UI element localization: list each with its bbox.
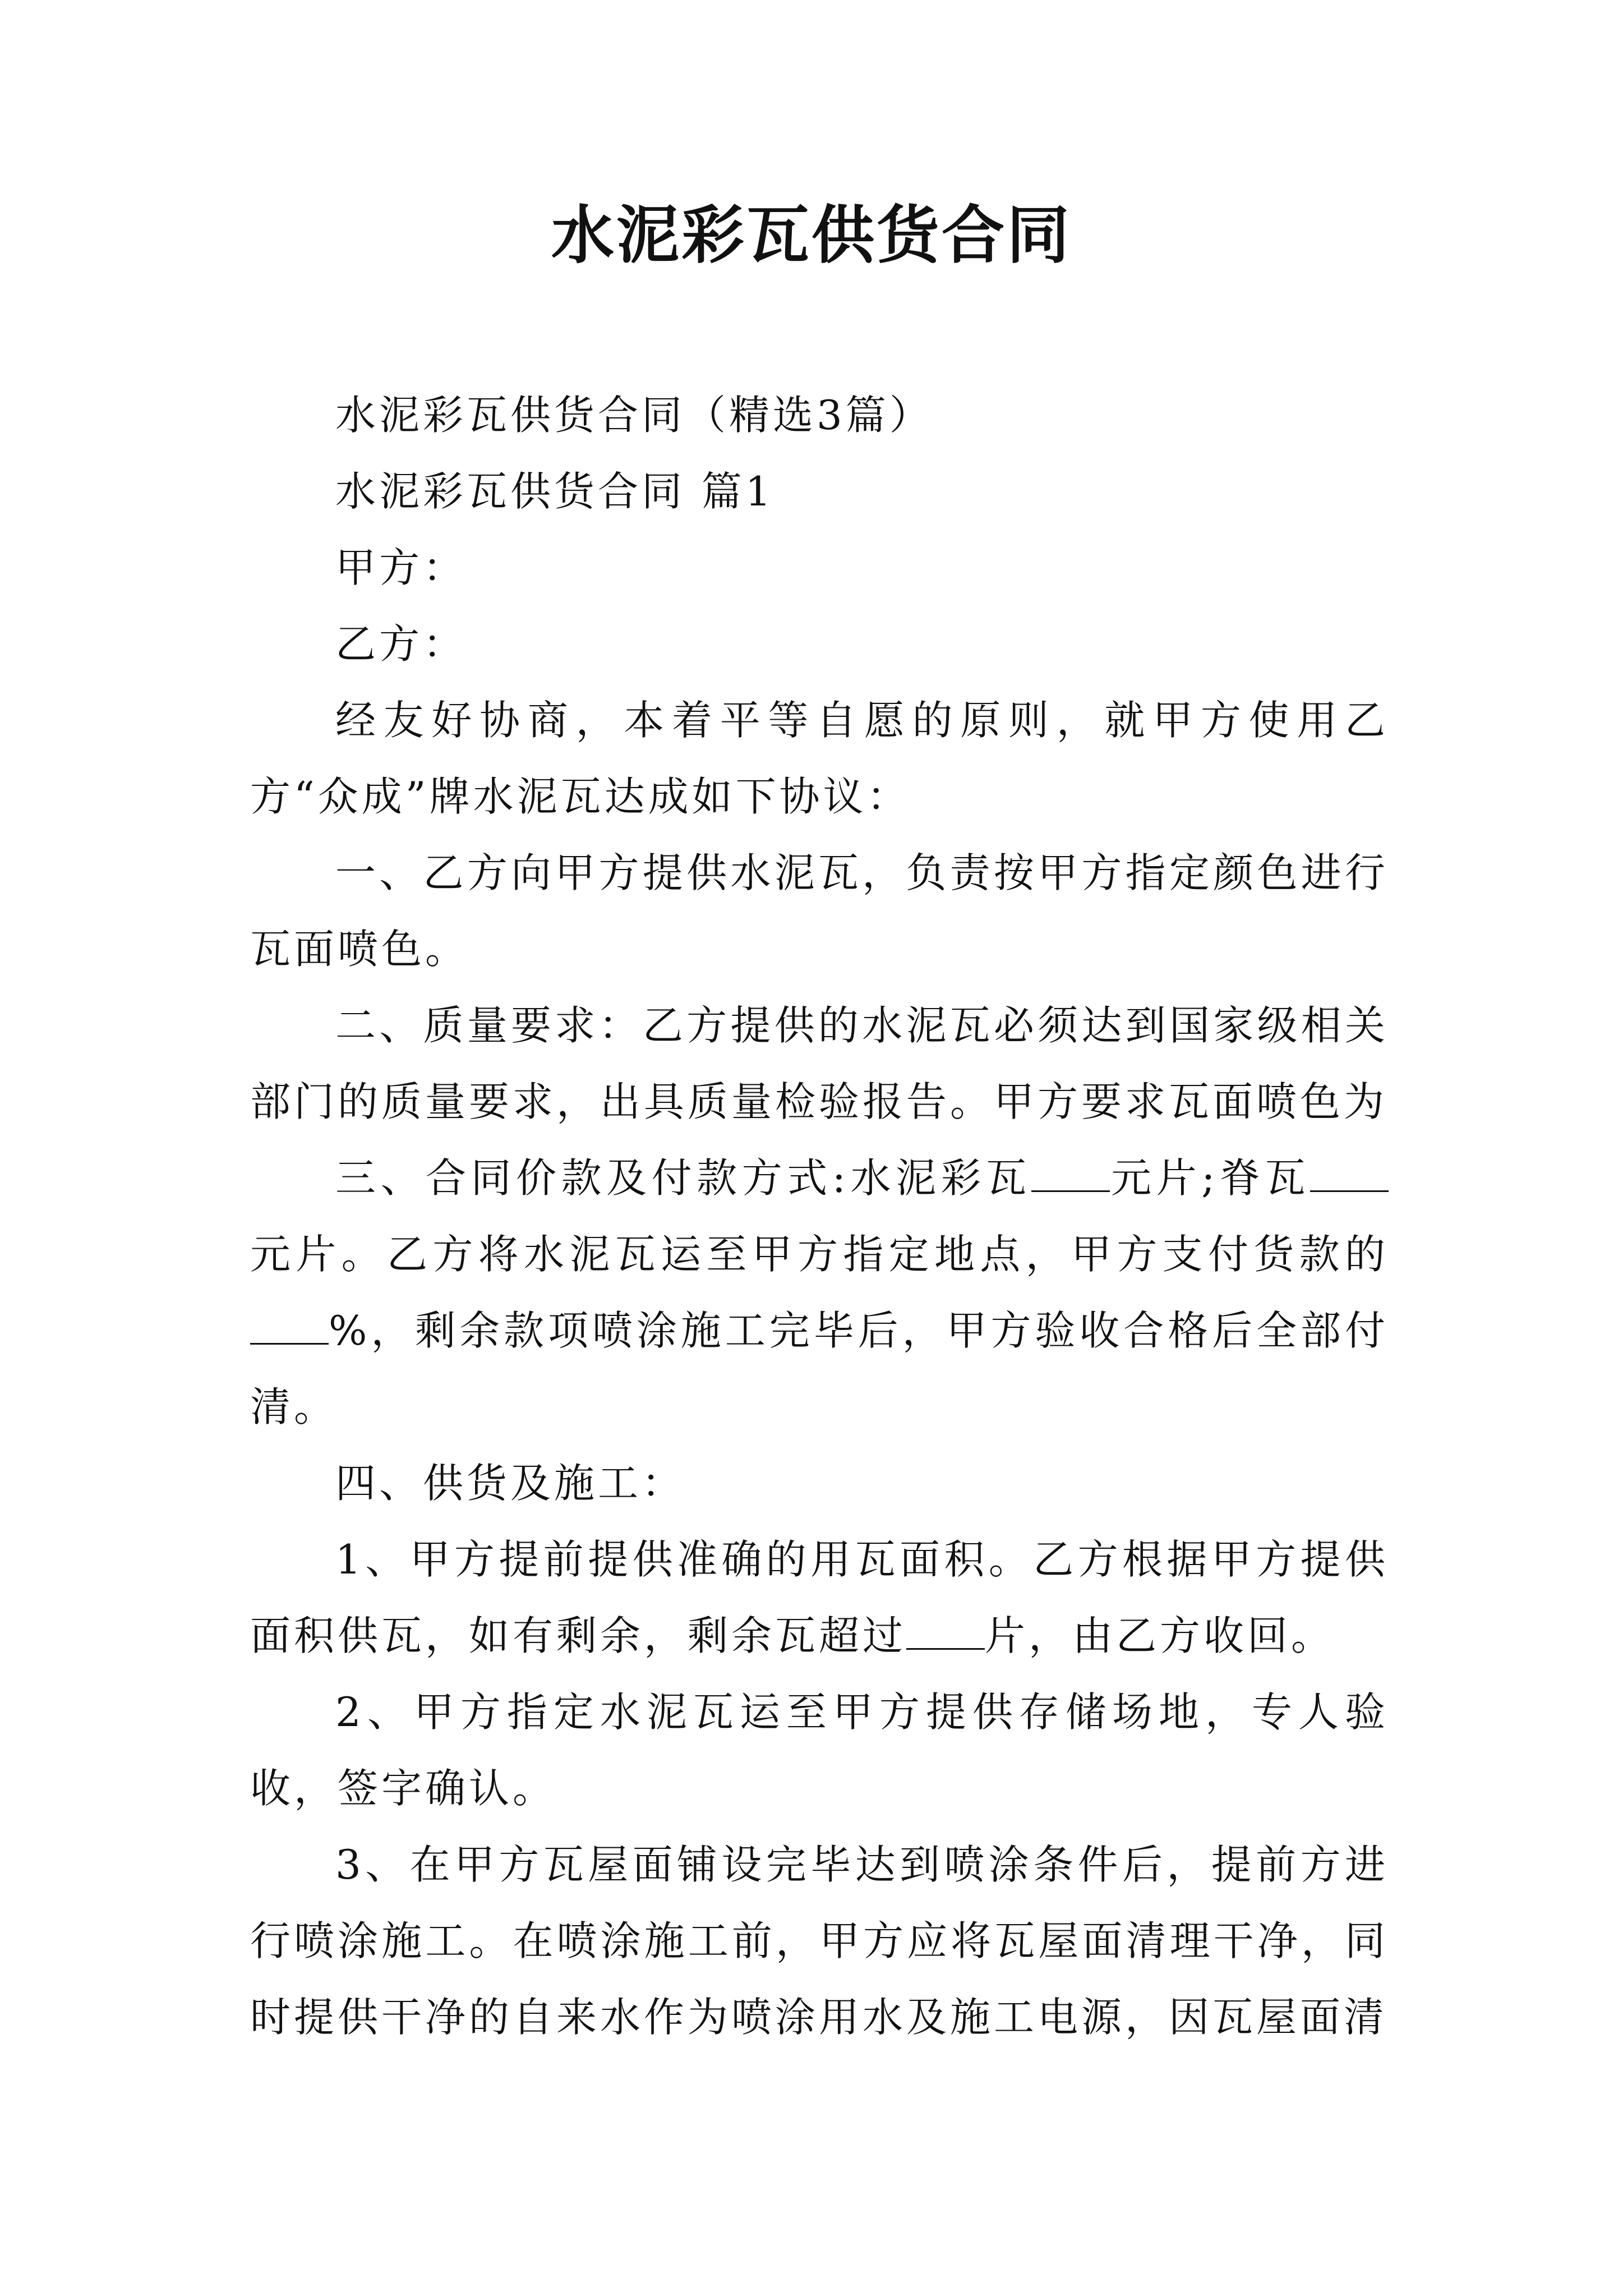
surplus-tiles-blank (906, 1614, 985, 1650)
paragraph-item-1 (250, 1521, 1389, 1674)
paragraph-party-b: 乙方： (335, 620, 467, 668)
clause-3-text-a: 三、合同价款及付款方式:水泥彩瓦 (335, 1154, 1031, 1202)
document-title: 水泥彩瓦供货合同 (551, 199, 1072, 272)
document-body (250, 377, 1389, 2055)
clause-3-text-d: %，剩余款项喷涂施工完毕后，甲方验收合格后全部付清。 (250, 1307, 1389, 1430)
item-1-text-a: 1、甲方提前提供准确的用瓦面积。乙方根据甲方提供面积供瓦，如有剩余，剩余瓦超过 (250, 1536, 1389, 1659)
paragraph-clause-2: 二、质量要求：乙方提供的水泥瓦必须达到国家级相关部门的质量要求，出具质量检验报告。甲方要求瓦面喷色为 (250, 1002, 1389, 1125)
paragraph-party-a: 甲方： (335, 544, 467, 591)
paragraph-clause-1: 一、乙方向甲方提供水泥瓦，负责按甲方指定颜色进行瓦面喷色。 (250, 849, 1389, 973)
payment-percent-blank (250, 1309, 329, 1345)
paragraph-item-2: 2、甲方指定水泥瓦运至甲方提供存储场地，专人验收，签字确认。 (250, 1688, 1389, 1812)
paragraph-preamble: 经友好协商，本着平等自愿的原则，就甲方使用乙方“众成”牌水泥瓦达成如下协议： (250, 697, 1389, 820)
paragraph-clause-3 (250, 1140, 1389, 1445)
paragraph-section-heading: 水泥彩瓦供货合同 篇1 (335, 468, 774, 515)
paragraph-clause-4-heading: 四、供货及施工： (335, 1460, 686, 1507)
item-1-text-b: 片，由乙方收回。 (985, 1612, 1335, 1659)
clause-3-text-c: 元片。乙方将水泥瓦运至甲方指定地点，甲方支付货款的 (250, 1231, 1389, 1278)
price-tile-blank (1031, 1157, 1110, 1192)
paragraph-item-3: 3、在甲方瓦屋面铺设完毕达到喷涂条件后，提前方进行喷涂施工。在喷涂施工前，甲方应将瓦屋面清理干净，同时提供干净的自来水作为喷涂用水及施工电源，因瓦屋面清 (250, 1841, 1389, 2041)
clause-3-text-b: 元片;脊瓦 (1109, 1154, 1310, 1202)
price-ridge-blank (1310, 1157, 1389, 1192)
paragraph-subtitle: 水泥彩瓦供货合同（精选3篇） (335, 392, 933, 439)
